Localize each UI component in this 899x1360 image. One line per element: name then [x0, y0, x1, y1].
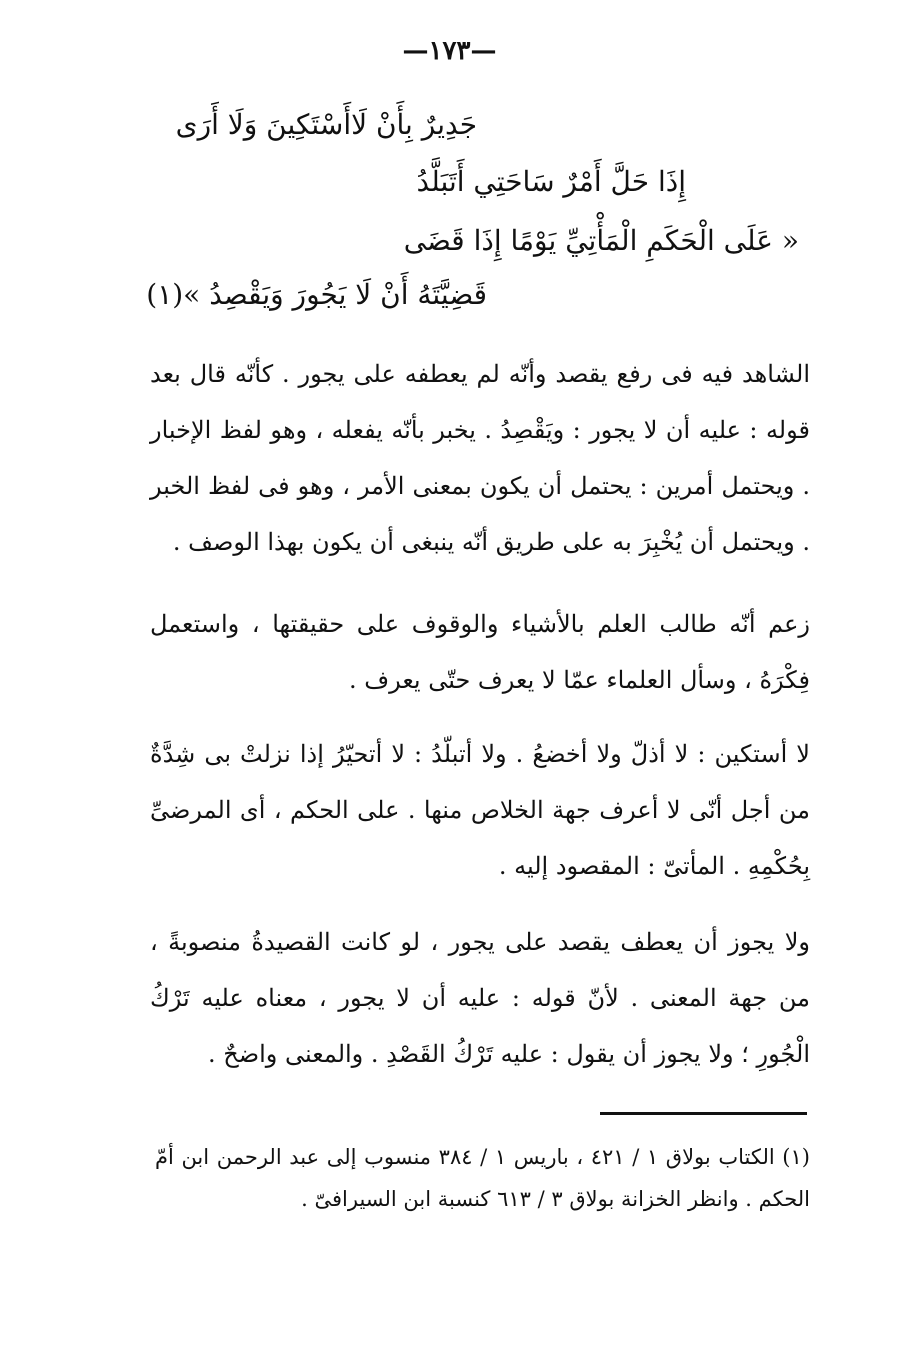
footnote-divider — [600, 1112, 807, 1115]
poem-line-2: إِذَا حَلَّ أَمْرٌ سَاحَتِي أَتَبَلَّدُ — [416, 165, 686, 198]
commentary-paragraph-1: الشاهد فيه فى رفع يقصد وأنّه لم يعطفه على يجور . كأنّه قال بعد قوله : عليه أن لا يجور : ويَقْصِدُ . يخبر بأنّه يفعله ، وهو لفظ الإخبار . ويحتمل أمرين : يحتمل أن يكون بمعنى الأمر ، وهو فى لفظ الخبر . ويحتمل أن يُخْبِرَ به على طريق أنّه ينبغى أن يكون بهذا الوصف . — [150, 360, 810, 556]
footnote: (١) الكتاب بولاق ١ / ٤٢١ ، باريس ١ / ٣٨٤ منسوب إلى عبد الرحمن ابن أمّ الحكم . وانظر الخزانة بولاق ٣ / ٦١٣ كنسبة ابن السيرافىّ . — [155, 1145, 810, 1211]
poem-line-1: جَدِيرٌ بِأَنْ لَاأَسْتَكِينَ وَلَا أَرَى — [175, 108, 477, 141]
page-number: —١٧٣— — [402, 36, 497, 66]
poem-line-3: « عَلَى الْحَكَمِ الْمَأْتِيِّ يَوْمًا إِذَا قَضَى — [403, 224, 799, 257]
poem-line-4: قَضِيَّتَهُ أَنْ لَا يَجُورَ وَيَقْصِدُ »(١) — [146, 278, 487, 311]
commentary-paragraph-4: ولا يجوز أن يعطف يقصد على يجور ، لو كانت القصيدةُ منصوبةً ، من جهة المعنى . لأنّ قوله : عليه أن لا يجور ، معناه عليه تَرْكُ الْجُورِ ؛ ولا يجوز أن يقول : عليه تَرْكُ القَصْدِ . والمعنى واضحٌ . — [150, 928, 810, 1068]
commentary-paragraph-3: لا أستكين : لا أذلّ ولا أخضعُ . ولا أتبلّدُ : لا أتحيّرُ إذا نزلتْ بى شِدَّةٌ من أجل أنّى لا أعرف جهة الخلاص منها . على الحكم ، أى المرضىِّ بِحُكْمِهِ . المأتىّ : المقصود إليه . — [150, 740, 810, 880]
commentary-paragraph-2: زعم أنّه طالب العلم بالأشياء والوقوف على حقيقتها ، واستعمل فِكْرَهُ ، وسأل العلماء عمّا لا يعرف حتّى يعرف . — [150, 610, 810, 694]
